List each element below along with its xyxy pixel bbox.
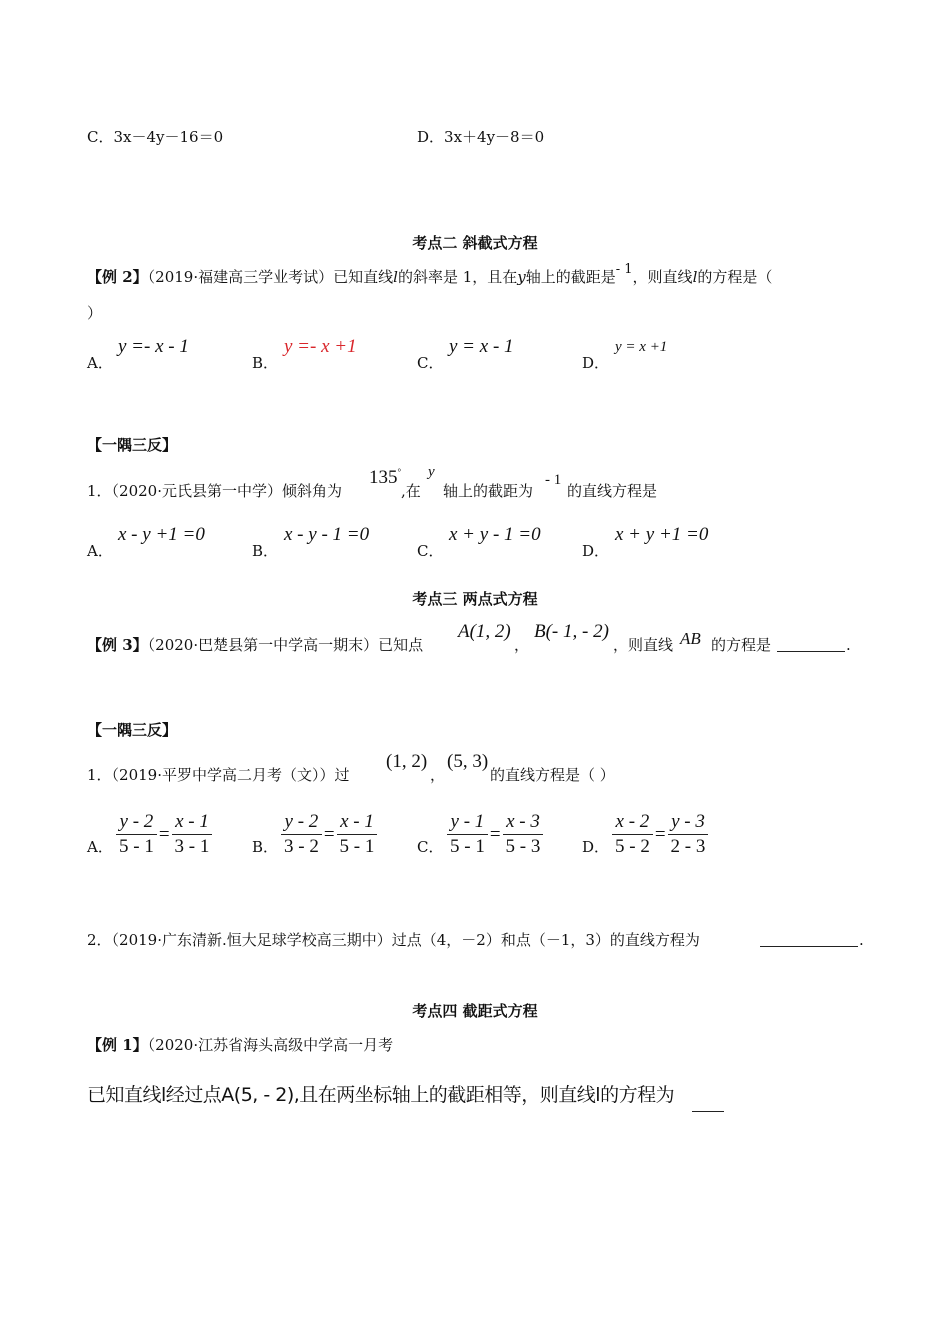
option-d-label: D．: [582, 838, 610, 856]
fraction: [116, 810, 157, 859]
line-ab: AB: [680, 629, 701, 648]
point-1: (1, 2): [386, 751, 428, 772]
math-var: y: [517, 268, 526, 286]
denominator: 3 - 2: [284, 836, 319, 857]
section-title-2: 考点二 斜截式方程: [412, 234, 538, 252]
option-d-label: D．: [582, 542, 610, 560]
numerator: x - 1: [337, 810, 378, 835]
denominator: 5 - 1: [119, 836, 154, 857]
answer-blank[interactable]: [760, 946, 858, 947]
degree-symbol: °: [397, 467, 402, 477]
fraction: [337, 810, 378, 859]
example-1-header: [87, 1035, 393, 1055]
math-var: l: [692, 268, 698, 286]
option-c-label: C．: [417, 838, 444, 856]
denominator: 5 - 1: [339, 836, 375, 857]
numerator: y - 3: [668, 810, 709, 835]
option-a-expr: x - y +1 =0: [118, 524, 205, 545]
sentence-end: .: [846, 636, 851, 654]
option-d-expr: y = x +1: [615, 339, 668, 355]
question-text: 轴上的截距是: [525, 268, 616, 286]
example-tag: 【例 1】: [87, 1036, 148, 1054]
question-close-paren: ）: [87, 304, 103, 322]
option-b-label: B．: [252, 354, 279, 372]
option-d-label: D．: [582, 354, 610, 372]
numerator: x - 1: [172, 810, 213, 835]
fraction: [447, 810, 488, 859]
option-c-expr: $\frac{y - 1}{5 - 1}$ = $\frac{x - 3}{5 - 3}$: [447, 810, 543, 859]
math-value: - 1: [615, 262, 633, 277]
denominator: 2 - 3: [670, 836, 706, 857]
denominator: 5 - 3: [505, 836, 541, 857]
separator: ，: [514, 636, 530, 654]
option-a-expr: $\frac{y - 2}{5 - 1}$ = $\frac{x - 1}{3 - 1}$: [116, 810, 212, 859]
question-text: ,在: [401, 482, 421, 500]
option-text: 3x＋4y－8＝0: [444, 128, 545, 146]
numerator: y - 1: [447, 810, 488, 835]
practice-title: 【一隅三反】: [87, 721, 178, 739]
math-var: l: [393, 268, 398, 286]
example-2-question: [87, 262, 773, 289]
example-tag: 【例 2】: [87, 268, 148, 286]
denominator: 5 - 2: [615, 836, 650, 857]
angle-number: 135: [369, 467, 398, 488]
numerator: y - 2: [116, 810, 157, 835]
practice-q1: [87, 765, 350, 785]
option-a-label: A．: [87, 838, 113, 856]
option-d-expr: x + y +1 =0: [615, 524, 709, 545]
option-c: [87, 127, 223, 147]
practice-q2: [87, 930, 700, 950]
question-number: 1．: [87, 766, 112, 784]
answer-blank[interactable]: [692, 1111, 724, 1112]
question-number: 2．: [87, 931, 112, 949]
question-text: （2020·巴楚县第一中学高一期末）已知点: [147, 636, 424, 654]
section-title-3: 考点三 两点式方程: [412, 590, 538, 608]
example-3-question: [87, 635, 423, 655]
numerator: x - 3: [503, 810, 544, 835]
question-text: ，则直线: [613, 636, 674, 654]
question-text: （2019·福建高三学业考试）已知直线: [147, 268, 394, 286]
question-text: 的斜率是 1，且在: [397, 268, 518, 286]
question-text: （2019·广东清新.恒大足球学校高三期中）过点（4，－2）和点（－1，3）的直线方程为: [111, 931, 700, 949]
option-d-expr: $\frac{x - 2}{5 - 2}$ = $\frac{y - 3}{2 - 3}$: [612, 810, 708, 859]
fraction: [668, 810, 709, 859]
option-label: D．: [417, 128, 445, 146]
fraction: [503, 810, 544, 859]
question-text: ，则直线: [632, 268, 693, 286]
separator: ，: [430, 766, 446, 784]
sentence-end: .: [859, 931, 864, 949]
fraction: [172, 810, 213, 859]
question-source: （2020·江苏省海头高级中学高一月考: [147, 1036, 394, 1054]
section-title-4: 考点四 截距式方程: [412, 1002, 538, 1020]
option-c-label: C．: [417, 354, 444, 372]
option-a-expr: y =- x - 1: [118, 336, 189, 357]
math-value: - 1: [545, 472, 562, 488]
option-a-label: A．: [87, 542, 113, 560]
option-c-label: C．: [417, 542, 444, 560]
question-number: 1．: [87, 482, 112, 500]
angle-value: [369, 467, 401, 489]
numerator: x - 2: [612, 810, 653, 835]
point-b: B(- 1, - 2): [534, 621, 609, 642]
option-a-label: A．: [87, 354, 113, 372]
example-tag: 【例 3】: [87, 636, 148, 654]
fraction: [281, 810, 322, 859]
question-text: 的直线方程是（ ）: [490, 766, 615, 784]
option-b-expr: $\frac{y - 2}{3 - 2}$ = $\frac{x - 1}{5 - 1}$: [281, 810, 377, 859]
question-text: （2020·元氏县第一中学）倾斜角为: [111, 482, 342, 500]
option-b-expr: y =- x +1: [284, 336, 357, 357]
denominator: 3 - 1: [174, 836, 210, 857]
question-text: 轴上的截距为: [443, 482, 534, 500]
practice-q1: [87, 481, 342, 501]
option-c-expr: y = x - 1: [449, 336, 514, 357]
denominator: 5 - 1: [450, 836, 485, 857]
point-a: A(1, 2): [458, 621, 511, 642]
question-text: （2019·平罗中学高二月考（文））过: [111, 766, 350, 784]
option-text: 3x－4y－16＝0: [113, 128, 224, 146]
math-var: y: [428, 464, 435, 480]
example-1-body: 已知直线l经过点A(5, - 2),且在两坐标轴上的截距相等，则直线l的方程为: [87, 1084, 675, 1106]
question-text: 的直线方程是: [567, 482, 658, 500]
option-c-expr: x + y - 1 =0: [449, 524, 541, 545]
option-b-expr: x - y - 1 =0: [284, 524, 370, 545]
fraction: [612, 810, 653, 859]
question-text: 的方程是（: [697, 268, 773, 286]
option-label: C．: [87, 128, 114, 146]
option-b-label: B．: [252, 542, 279, 560]
option-d: [417, 127, 544, 147]
practice-title: 【一隅三反】: [87, 436, 178, 454]
answer-blank[interactable]: [777, 651, 845, 652]
option-b-label: B．: [252, 838, 279, 856]
question-text: 的方程是: [711, 636, 772, 654]
point-2: (5, 3): [447, 751, 489, 772]
numerator: y - 2: [281, 810, 322, 835]
